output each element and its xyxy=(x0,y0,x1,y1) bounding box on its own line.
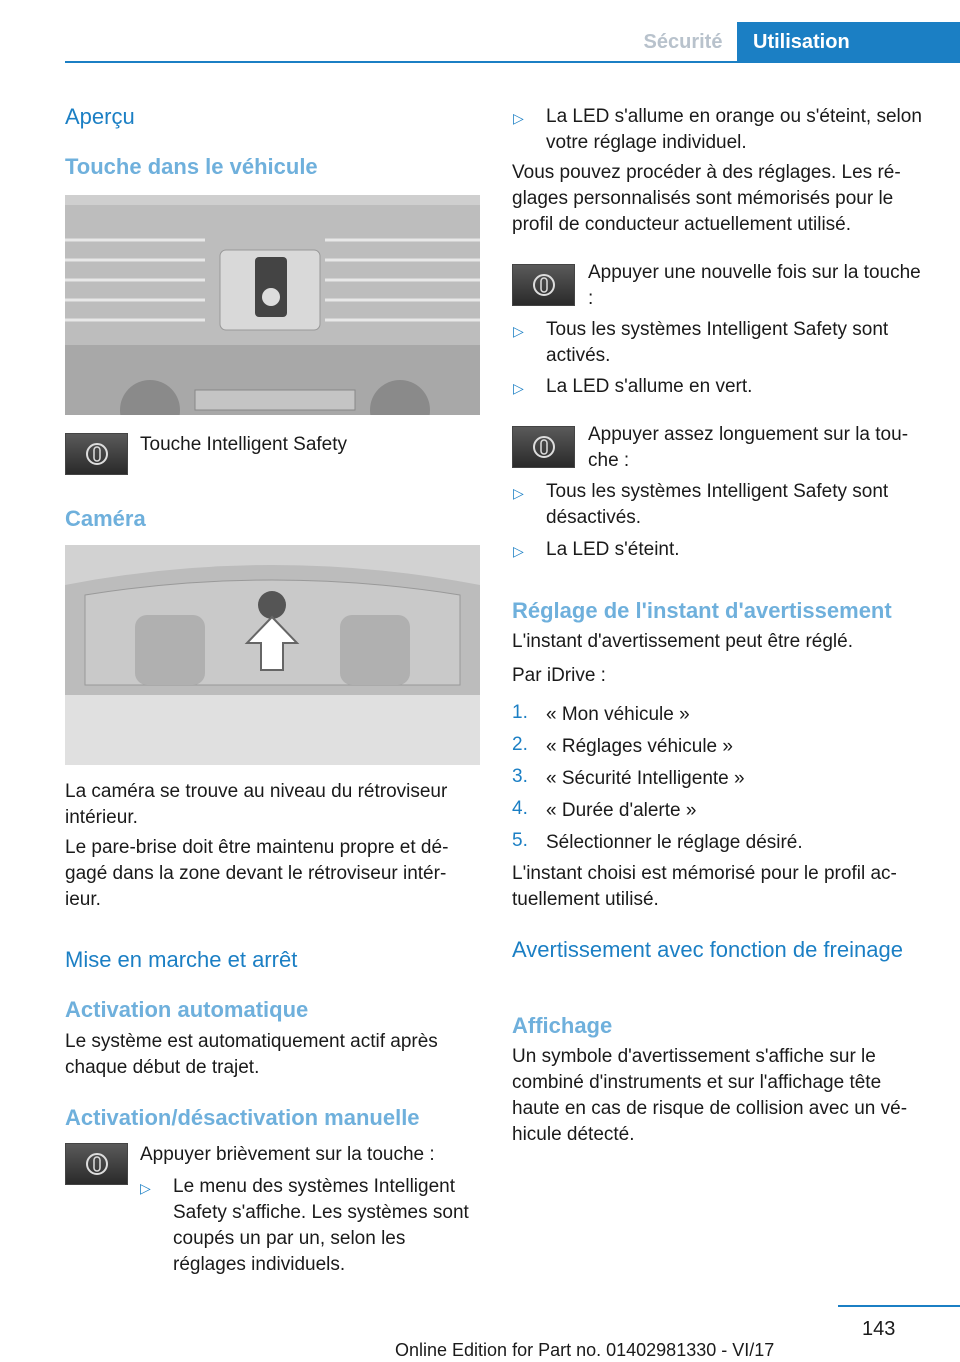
affichage-paragraph: Un symbole d'avertissement s'affiche sur le combiné d'instruments et sur l'affichage tête haute en cas de risque de collision avec un véhicule détecté. xyxy=(512,1046,908,1145)
bullet-led-orange: La LED s'allume en orange ou s'éteint, selon votre réglage individuel. xyxy=(546,106,922,153)
safety-button-icon xyxy=(512,264,575,306)
step-text: « Sécurité Intelligente » xyxy=(546,768,745,789)
heading-camera: Caméra xyxy=(65,506,146,531)
reglages-paragraph: Vous pouvez procéder à des réglages. Les réglages personnalisés sont mémorisés pour le profil de conducteur actuellement utilisé. xyxy=(512,162,901,235)
auto-paragraph: Le système est automatiquement actif après chaque début de trajet. xyxy=(65,1031,438,1078)
camera-paragraph-2: Le pare-brise doit être maintenu propre et dégagé dans la zone devant le rétroviseur intérieur. xyxy=(65,837,449,910)
step-text: « Mon véhicule » xyxy=(546,704,690,725)
step-number: 5. xyxy=(512,830,528,851)
bullet-led-eteint: La LED s'éteint. xyxy=(546,539,680,560)
step-number: 2. xyxy=(512,734,528,755)
heading-activation-auto: Activation automatique xyxy=(65,997,309,1022)
caption-longuement: Appuyer assez longuement sur la touche : xyxy=(588,424,909,471)
bullet-menu: Le menu des systèmes Intelligent Safety s'affiche. Les systèmes sont coupés un par un, selon les réglages individuels. xyxy=(173,1176,469,1275)
reglage-paragraph-1: L'instant d'avertissement peut être réglé. xyxy=(512,631,853,652)
bullet-triangle-icon: ▷ xyxy=(140,1180,151,1196)
header-section-tab: Sécurité xyxy=(643,30,723,53)
reglage-paragraph-3: L'instant choisi est mémorisé pour le profil actuellement utilisé. xyxy=(512,863,897,910)
bullet-led-vert: La LED s'allume en vert. xyxy=(546,376,753,397)
heading-apercu: Aperçu xyxy=(65,104,135,129)
heading-touche: Touche dans le véhicule xyxy=(65,154,318,179)
heading-mise-en-marche: Mise en marche et arrêt xyxy=(65,947,298,972)
caption-nouvelle-fois: Appuyer une nouvelle fois sur la touche : xyxy=(588,262,921,309)
bullet-triangle-icon: ▷ xyxy=(513,110,524,126)
safety-button-icon xyxy=(65,1143,128,1185)
reglage-paragraph-2: Par iDrive : xyxy=(512,665,606,686)
touche-caption: Touche Intelligent Safety xyxy=(140,434,348,455)
heading-avertissement: Avertissement avec fonction de freinage xyxy=(512,937,903,962)
step-text: « Réglages véhicule » xyxy=(546,736,733,757)
bullet-triangle-icon: ▷ xyxy=(513,543,524,559)
camera-location-image xyxy=(65,545,480,765)
header-rule xyxy=(65,61,960,63)
bullet-triangle-icon: ▷ xyxy=(513,380,524,396)
step-number: 3. xyxy=(512,766,528,787)
heading-affichage: Affichage xyxy=(512,1013,613,1038)
dashboard-button-image xyxy=(65,195,480,415)
heading-activation-manuelle: Activation/désactivation manuelle xyxy=(65,1105,420,1130)
heading-reglage-instant: Réglage de l'instant d'avertissement xyxy=(512,598,892,623)
step-number: 4. xyxy=(512,798,528,819)
bullet-actives: Tous les systèmes Intelligent Safety sont activés. xyxy=(546,319,889,366)
safety-button-icon xyxy=(65,433,128,475)
edition-text: Online Edition for Part no. 01402981330 - VI/17 xyxy=(395,1340,775,1360)
camera-paragraph-1: La caméra se trouve au niveau du rétroviseur intérieur. xyxy=(65,781,448,828)
bullet-triangle-icon: ▷ xyxy=(513,485,524,501)
footer-rule xyxy=(838,1305,960,1307)
step-text: Sélectionner le réglage désiré. xyxy=(546,832,803,853)
step-text: « Durée d'alerte » xyxy=(546,800,697,821)
page-number: 143 xyxy=(862,1318,896,1340)
step-number: 1. xyxy=(512,702,528,723)
safety-button-icon xyxy=(512,426,575,468)
bullet-desactives: Tous les systèmes Intelligent Safety sont désactivés. xyxy=(546,481,889,528)
bullet-triangle-icon: ▷ xyxy=(513,323,524,339)
header-active-tab: Utilisation xyxy=(737,22,960,62)
manuelle-caption: Appuyer brièvement sur la touche : xyxy=(140,1144,435,1165)
